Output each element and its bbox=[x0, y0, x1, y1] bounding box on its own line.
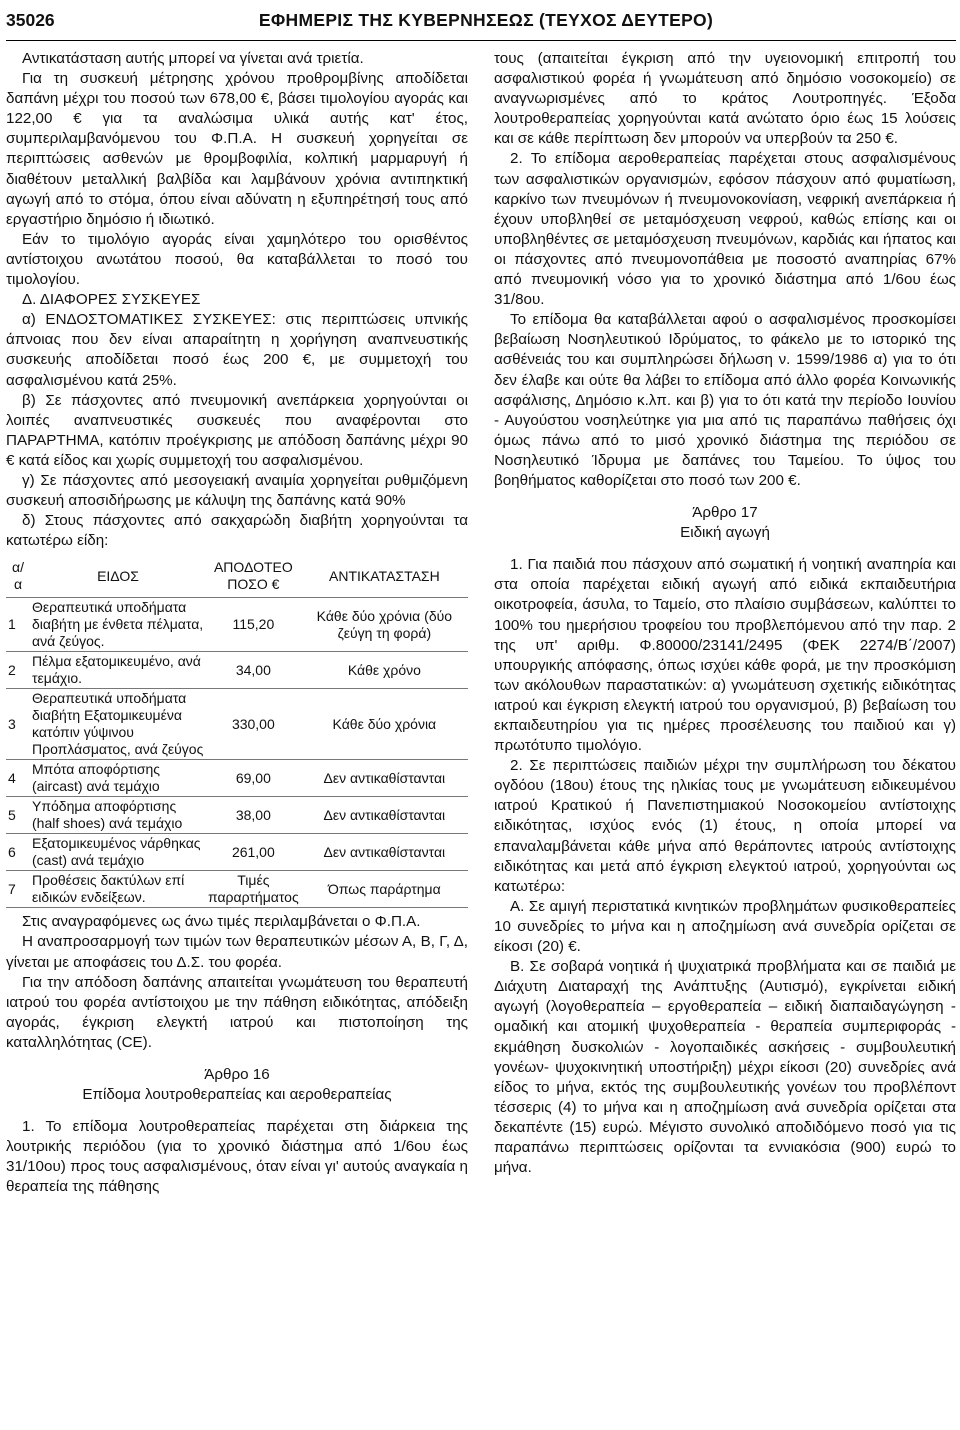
paragraph: τους (απαιτείται έγκριση από την υγειονομική επιτροπή του ασφαλιστικού φορέα ή γνωμάτευση από δημόσιο νοσοκομείο) σε αναγνωρισμένες από το κράτος Λουτροπηγές. Έξοδα λουτροθεραπείας χορηγούνται κατά ανώτατο όριο έως 15 λούσεις και σε κάθε περίπτωση δεν μπορούν να υπερβούν τα 250 €. bbox=[494, 50, 956, 148]
row-price: 34,00 bbox=[206, 652, 301, 689]
row-replacement: Όπως παράρτημα bbox=[301, 871, 468, 908]
table-row bbox=[6, 598, 468, 652]
paragraph: γ) Σε πάσχοντες από μεσογειακή αναιμία χορηγείται ρυθμιζόμενη συσκευή αποσιδήρωσης με κάλυψη της δαπάνης κατά 90% bbox=[6, 471, 468, 510]
paragraph: Αντικατάσταση αυτής μπορεί να γίνεται ανά τριετία. bbox=[22, 50, 364, 67]
article-title: Άρθρο 16 bbox=[204, 1066, 270, 1083]
row-item: Πέλμα εξατομικευμένο, ανά τεμάχιο. bbox=[30, 652, 206, 689]
table-header-cell: ΕΙΔΟΣ bbox=[30, 555, 206, 598]
row-price: 38,00 bbox=[206, 797, 301, 834]
diabetes-items-table bbox=[6, 555, 468, 908]
row-price: 115,20 bbox=[206, 598, 301, 652]
row-replacement: Δεν αντικαθίστανται bbox=[301, 760, 468, 797]
paragraph: β) Σε πάσχοντες από πνευμονική ανεπάρκεια χορηγούνται οι λοιπές αναπνευστικές συσκευές που αναφέρονται στο ΠΑΡΑΡΤΗΜΑ, κατόπιν προέγκρισης με απόδοση δαπάνης μέχρι 90 € κατά είδος και χωρίς συμμετοχή του ασφαλισμένου. bbox=[6, 391, 468, 469]
paragraph: Β. Σε σοβαρά νοητικά ή ψυχιατρικά προβλήματα και σε παιδιά με Διάχυτη Διαταραχή της Ανάπτυξης (Αυτισμό), εγκρίνεται ειδική αγωγή (λογοθεραπεία – εργοθεραπεία – ειδική διαπαιδαγώγηση - ομαδική και ατομική ψυχοθεραπεία - θεραπεία συμπεριφοράς - εκμάθηση δυσκολιών - λογοπαιδικές ασκήσεις - συμβουλευτική γονέων- ψυχοκινητική υποστήριξη) μέχρι είκοσι (20) συνεδρίες ανά είδος το μήνα, εκτός της συμβουλευτικής γονέων του προβλέποντ τέσσερις (4) το μήνα και η αποζημίωση ανά συνεδρία ορίζεται στα δεκαπέντε (15) ευρώ. Μέγιστο συνολικό αποδιδόμενο ποσό για τις παραπάνω περιπτώσεις ορίζονται τα εννιακόσια (900) ευρώ το μήνα. bbox=[494, 958, 956, 1177]
row-price: 330,00 bbox=[206, 689, 301, 760]
table-row bbox=[6, 689, 468, 760]
row-price: 261,00 bbox=[206, 834, 301, 871]
table-header-cell: ΑΝΤΙΚΑΤΑΣΤΑΣΗ bbox=[301, 555, 468, 598]
table-row bbox=[6, 834, 468, 871]
paragraph: Α. Σε αμιγή περιστατικά κινητικών προβλημάτων φυσικοθεραπείες 10 συνεδρίες το μήνα και η αποζημίωση ανά συνεδρία ορίζεται σε είκοσι (20) €. bbox=[494, 897, 956, 956]
section-heading: Δ. ΔΙΑΦΟΡΕΣ ΣΥΣΚΕΥΕΣ bbox=[22, 291, 201, 309]
paragraph: 2. Το επίδομα αεροθεραπείας παρέχεται στους ασφαλισμένους των ασφαλιστικών οργανισμών, εφόσον πάσχουν από φυματίωση, καρκίνο των πνευμόνων ή πνευμονοκονίαση, νεφρική ανεπάρκεια ή έχουν υποβληθεί σε μεταμόσχευση νεφρού, καθώς επίσης και οι υποβληθέντες σε μεταμόσχευση πνευμόνων, καρδιάς και ήπατος και οι πάσχοντες από πνευμονοπάθεια με ποσοστό αναπηρίας 67% από πνευμονική νόσο για το χρονικό διάστημα από 1/6ου έως 31/8ου. bbox=[494, 150, 956, 309]
paragraph: δ) Στους πάσχοντες από σακχαρώδη διαβήτη χορηγούνται τα κατωτέρω είδη: bbox=[6, 512, 468, 550]
row-replacement: Κάθε χρόνο bbox=[301, 652, 468, 689]
row-number: 6 bbox=[6, 834, 30, 871]
row-replacement: Δεν αντικαθίστανται bbox=[301, 834, 468, 871]
article-title: Άρθρο 17 bbox=[692, 504, 758, 522]
article-subtitle: Ειδική αγωγή bbox=[680, 524, 770, 542]
table-header-cell: α/α bbox=[6, 555, 30, 598]
row-price: 69,00 bbox=[206, 760, 301, 797]
row-replacement: Δεν αντικαθίστανται bbox=[301, 797, 468, 834]
row-number: 3 bbox=[6, 689, 30, 760]
row-price: Τιμές παραρτήματος bbox=[206, 871, 301, 908]
paragraph: α) ΕΝΔΟΣΤΟΜΑΤΙΚΕΣ ΣΥΣΚΕΥΕΣ: στις περιπτώσεις υπνικής άπνοιας που δεν είναι απαραίτητη η χορήγηση αναπνευστικής συσκευής αποδίδεται ποσό έως 200 €, με συμμετοχή του ασφαλισμένου κατά 25%. bbox=[6, 311, 468, 389]
table-row bbox=[6, 797, 468, 834]
table-row bbox=[6, 760, 468, 797]
row-number: 7 bbox=[6, 871, 30, 908]
page-header bbox=[6, 0, 956, 41]
paragraph: Το επίδομα θα καταβάλλεται αφού ο ασφαλισμένος προσκομίσει βεβαίωση Νοσηλευτικού Ιδρύματος, το φάκελο με το ιστορικό της ασθένειάς του και συμπληρώσει δήλωση ν. 1599/1986 α) για το ότι δεν έλαβε και ούτε θα λάβει το επίδομα από άλλο φορέα Κοινωνικής ασφάλισης, Δημόσιο κ.λπ. και β) για το ότι κατά την περίοδο Ιουνίου - Αυγούστου νοσηλεύτηκε για μια από τις παραπάνω παθήσεις όχι όμως πάνω από το μισό χρονικό διάστημα της περιόδου σε Νοσηλευτικό Ίδρυμα με δαπάνες του Ταμείου. Το ύψος του βοηθήματος καθορίζεται στο ποσό των 200 €. bbox=[494, 311, 956, 489]
row-item: Μπότα αποφόρτισης (aircast) ανά τεμάχιο bbox=[30, 760, 206, 797]
paragraph: Εάν το τιμολόγιο αγοράς είναι χαμηλότερο του ορισθέντος αντίστοιχου ανωτάτου ποσού, θα καταβάλλεται το ποσό του τιμολογίου. bbox=[6, 230, 468, 289]
paragraph: Για την απόδοση δαπάνης απαιτείται γνωμάτευση του θεραπευτή ιατρού του φορέα αντίστοιχου με την πάθηση ειδικότητας, απόδειξη αγοράς, έγκριση ελεγκτή ιατρού και πιστοποίηση της καταλληλότητας (CE). bbox=[6, 973, 468, 1051]
paragraph: 1. Το επίδομα λουτροθεραπείας παρέχεται στη διάρκεια της λουτρικής περιόδου (για το χρονικό διάστημα από 1/6ου έως 31/10ου) προς τους ασφαλισμένους, όταν είναι γι' αυτούς αναγκαία η θεραπεία της πάθησης bbox=[6, 1118, 468, 1196]
row-replacement: Κάθε δύο χρόνια (δύο ζεύγη τη φορά) bbox=[301, 598, 468, 652]
row-item: Θεραπευτικά υποδήματα διαβήτη Εξατομικευμένα κατόπιν γύψινου Προπλάσματος, ανά ζεύγος bbox=[30, 689, 206, 760]
paragraph: 2. Σε περιπτώσεις παιδιών μέχρι την συμπλήρωση του δέκατου ογδόου (18ου) έτους της ηλικίας τους με γνωμάτευση ειδικευμένου ιατρού Κρατικού ή Πανεπιστημιακού Νοσοκομείου αντίστοιχης ειδικότητας, ισχύος ενός (1) έτους, η οποία μπορεί να επαναλαμβάνεται κάθε μήνα από θεράποντες ιατρούς αντίστοιχης ειδικότητας και μετά από έγκριση ελεγκτού ιατρού, χορηγούνται ως κατωτέρω: bbox=[494, 757, 956, 895]
row-item: Υπόδημα αποφόρτισης (half shoes) ανά τεμάχιο bbox=[30, 797, 206, 834]
article-subtitle: Επίδομα λουτροθεραπείας και αεροθεραπείας bbox=[82, 1086, 392, 1104]
row-number: 2 bbox=[6, 652, 30, 689]
right-column bbox=[494, 49, 956, 1198]
table-header-cell: ΑΠΟΔΟΤΕΟ ΠΟΣΟ € bbox=[206, 555, 301, 598]
paragraph: Στις αναγραφόμενες ως άνω τιμές περιλαμβάνεται ο Φ.Π.Α. bbox=[22, 913, 421, 931]
row-item: Προθέσεις δακτύλων επί ειδικών ενδείξεων. bbox=[30, 871, 206, 908]
table-row bbox=[6, 871, 468, 908]
paragraph: Η αναπροσαρμογή των τιμών των θεραπευτικών μέσων Α, Β, Γ, Δ, γίνεται με αποφάσεις του Δ.Σ. του φορέα. bbox=[6, 933, 468, 971]
row-number: 1 bbox=[6, 598, 30, 652]
page-number: 35026 bbox=[6, 9, 55, 30]
gazette-title: ΕΦΗΜΕΡΙΣ ΤΗΣ ΚΥΒΕΡΝΗΣΕΩΣ (ΤΕΥΧΟΣ ΔΕΥΤΕΡΟ) bbox=[258, 9, 714, 30]
paragraph: Για τη συσκευή μέτρησης χρόνου προθρομβίνης αποδίδεται δαπάνη μέχρι του ποσού των 678,00 €, βάσει τιμολογίου αγοράς και 122,00 € για τα αναλώσιμα υλικά αυτής κατ' έτος, συμπεριλαμβανόμενου του Φ.Π.Α. Η συσκευή χορηγείται σε περιπτώσεις ασθενών με θρομβοφιλία, κολπική μαρμαρυγή ή διαθέτουν μεταλλική βαλβίδα και λαμβάνουν χρόνια αντιπηκτική αγωγή από το στόμα, όπου είναι αδύνατη η εξυπηρέτησή τους από εργαστήριο δημόσιο ή ιδιωτικό. bbox=[6, 70, 468, 228]
row-item: Θεραπευτικά υποδήματα διαβήτη με ένθετα πέλματα, ανά ζεύγος. bbox=[30, 598, 206, 652]
row-item: Εξατομικευμένος νάρθηκας (cast) ανά τεμάχιο bbox=[30, 834, 206, 871]
left-column bbox=[6, 49, 468, 1198]
row-number: 5 bbox=[6, 797, 30, 834]
table-row bbox=[6, 652, 468, 689]
row-replacement: Κάθε δύο χρόνια bbox=[301, 689, 468, 760]
row-number: 4 bbox=[6, 760, 30, 797]
paragraph: 1. Για παιδιά που πάσχουν από σωματική ή νοητική αναπηρία και στα οποία παρέχεται ειδική αγωγή από ειδικά εκπαιδευτήρια οικοτροφεία, άσυλα, το Ταμείο, στο πλαίσιο συμβάσεων, καλύπτει το 100% του ημερήσιου τροφείου του προβλεπόμενου από την παρ. 2 της υπ' αριθμ. Φ.80000/23141/2495 (ΦΕΚ 2274/Β΄/2007) υπουργικής απόφασης, όπως ισχύει κάθε φορά, με την προσκόμιση των ακόλουθων παραστατικών: α) γνωμάτευση σχετικής ειδικότητας ιατρού και έγκριση ελεγκτή ιατρού του οργανισμού, β) βεβαίωση του εκπαιδευτηρίου για τις ημέρες προσέλευσης του παιδιού και γ) πρωτότυπο τιμολόγιο. bbox=[494, 556, 956, 755]
